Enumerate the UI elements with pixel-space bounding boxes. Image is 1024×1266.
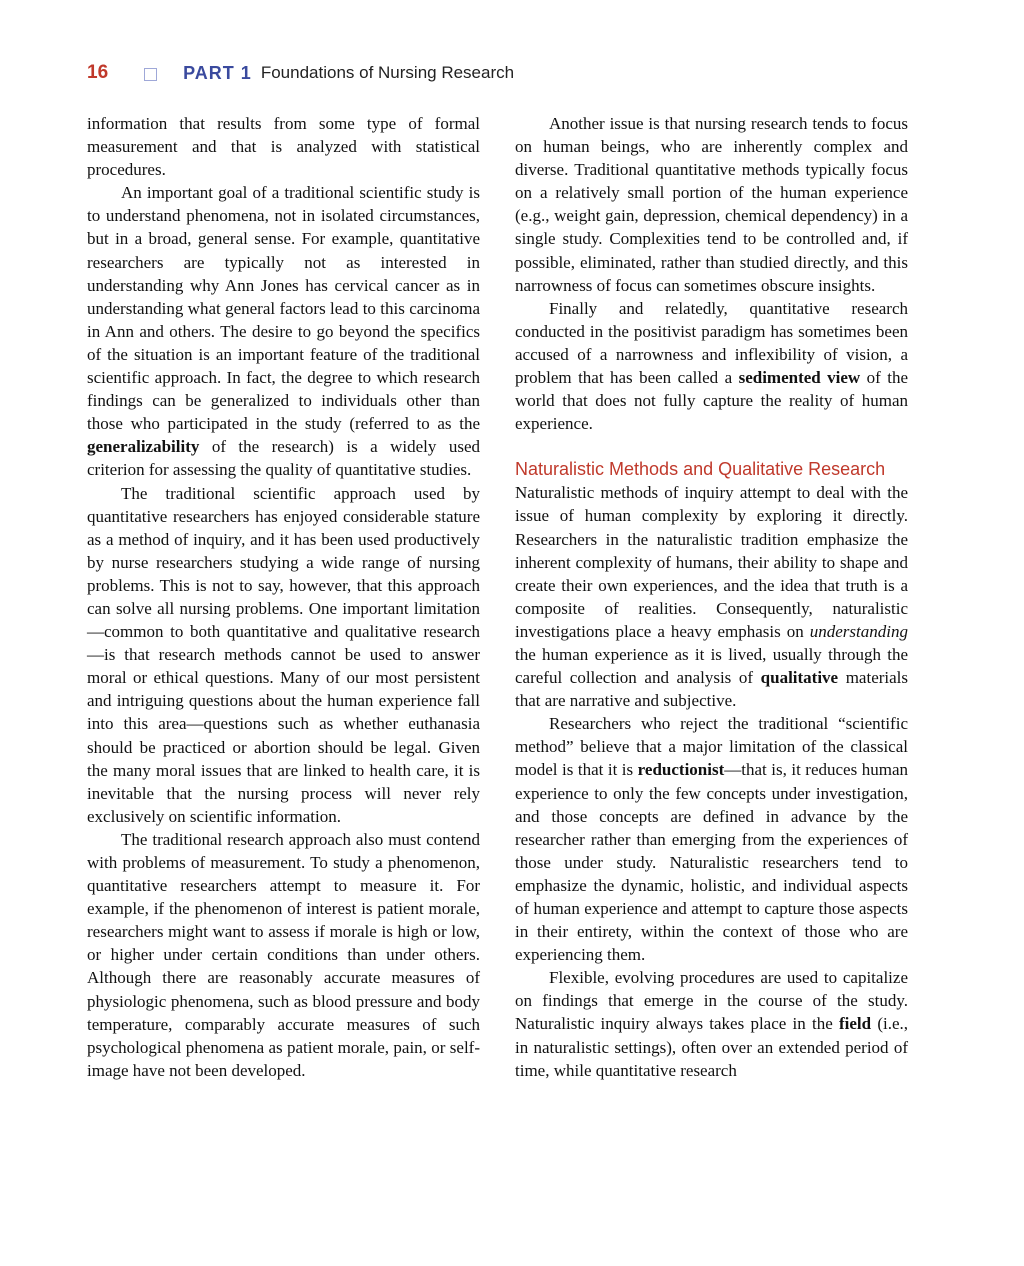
- paragraph: An important goal of a traditional scientific study is to understand phenomena, not in isolated circumstances, but in a broad, general sense. For example, quantitative researchers are typically not as interested in understanding why Ann Jones has cervical cancer as in understanding what general factors lead to this carcinoma in Ann and others. The desire to go beyond the specifics of the situation is an important feature of the traditional scientific approach. In fact, the degree to which research findings can be generalized to individuals other than those who participated in the study (referred to as the generalizability of the research) is a widely used criterion for assessing the quality of quantitative studies.: [87, 183, 480, 480]
- separator-square-icon: [144, 68, 157, 81]
- paragraph: Finally and relatedly, quantitative research conducted in the positivist paradigm has sometimes been accused of a narrowness and inflexibility of vision, a problem that has been called a sedimented view of the world that does not fully capture the reality of human experience.: [515, 298, 908, 434]
- page-number: 16: [87, 62, 109, 83]
- paragraph: information that results from some type of formal measurement and that is analyzed with statistical procedures.: [87, 114, 480, 180]
- running-header: [87, 60, 514, 86]
- key-term: field: [838, 1014, 872, 1034]
- emphasis: understanding: [809, 621, 908, 641]
- paragraph: The traditional scientific approach used by quantitative researchers has enjoyed considerable stature as a method of inquiry, and it has been used productively by nurse researchers studying a wide range of nursing problems. This is not to say, however, that this approach can solve all nursing problems. One important limitation—common to both quantitative and qualitative research—is that research methods cannot be used to answer moral or ethical questions. Many of our most persistent and intriguing questions about the human experience fall into this area—questions such as whether euthanasia should be practiced or abortion should be legal. Given the many moral issues that are linked to health care, it is inevitable that the nursing process will never rely exclusively on scientific information.: [87, 483, 480, 826]
- key-term: qualitative: [760, 668, 839, 688]
- key-term: reductionist: [637, 760, 725, 780]
- paragraph: Flexible, evolving procedures are used to capitalize on findings that emerge in the course of the study. Naturalistic inquiry always takes place in the field (i.e., in naturalistic settings), often over an extended period of time, while quantitative research: [515, 968, 908, 1080]
- paragraph: Another issue is that nursing research tends to focus on human beings, who are inherently complex and diverse. Traditional quantitative methods typically focus on a relatively small portion of the human experience (e.g., weight gain, depression, chemical dependency) in a single study. Complexities tend to be controlled and, if possible, eliminated, rather than studied directly, and this narrowness of focus can sometimes obscure insights.: [515, 114, 908, 295]
- chapter-title: Foundations of Nursing Research: [260, 63, 515, 82]
- paragraph: Researchers who reject the traditional “scientific method” believe that a major limitation of the classical model is that it is reductionist—that is, it reduces human experience to only the few concepts under investigation, and those concepts are defined in advance by the researcher rather than emerging from the experiences of those under study. Naturalistic researchers tend to emphasize the dynamic, holistic, and individual aspects of human experience and attempt to capture those aspects in their entirety, within the context of those who are experiencing them.: [515, 714, 909, 965]
- section-heading: Naturalistic Methods and Qualitative Research: [515, 459, 886, 480]
- right-column: [515, 112, 908, 1082]
- part-label: PART 1: [183, 62, 252, 83]
- paragraph: The traditional research approach also must contend with problems of measurement. To study a phenomenon, quantitative researchers attempt to measure it. For example, if the phenomenon of interest is patient morale, researchers might want to assess if morale is high or low, or higher under certain conditions than under others. Although there are reasonably accurate measures of physiologic phenomena, such as blood pressure and body temperature, comparably accurate measures of such psychological phenomena as patient morale, pain, or self-image have not been developed.: [87, 829, 480, 1080]
- key-term: sedimented view: [738, 368, 861, 388]
- key-term: generalizability: [87, 437, 200, 457]
- left-column: [87, 112, 480, 1082]
- paragraph: Naturalistic methods of inquiry attempt to deal with the issue of human complexity by exploring it directly. Researchers in the naturalistic tradition emphasize the inherent complexity of humans, their ability to shape and create their own experiences, and the idea that truth is a composite of realities. Consequently, naturalistic investigations place a heavy emphasis on understanding the human experience as it is lived, usually through the careful collection and analysis of qualitative materials that are narrative and subjective.: [515, 483, 909, 711]
